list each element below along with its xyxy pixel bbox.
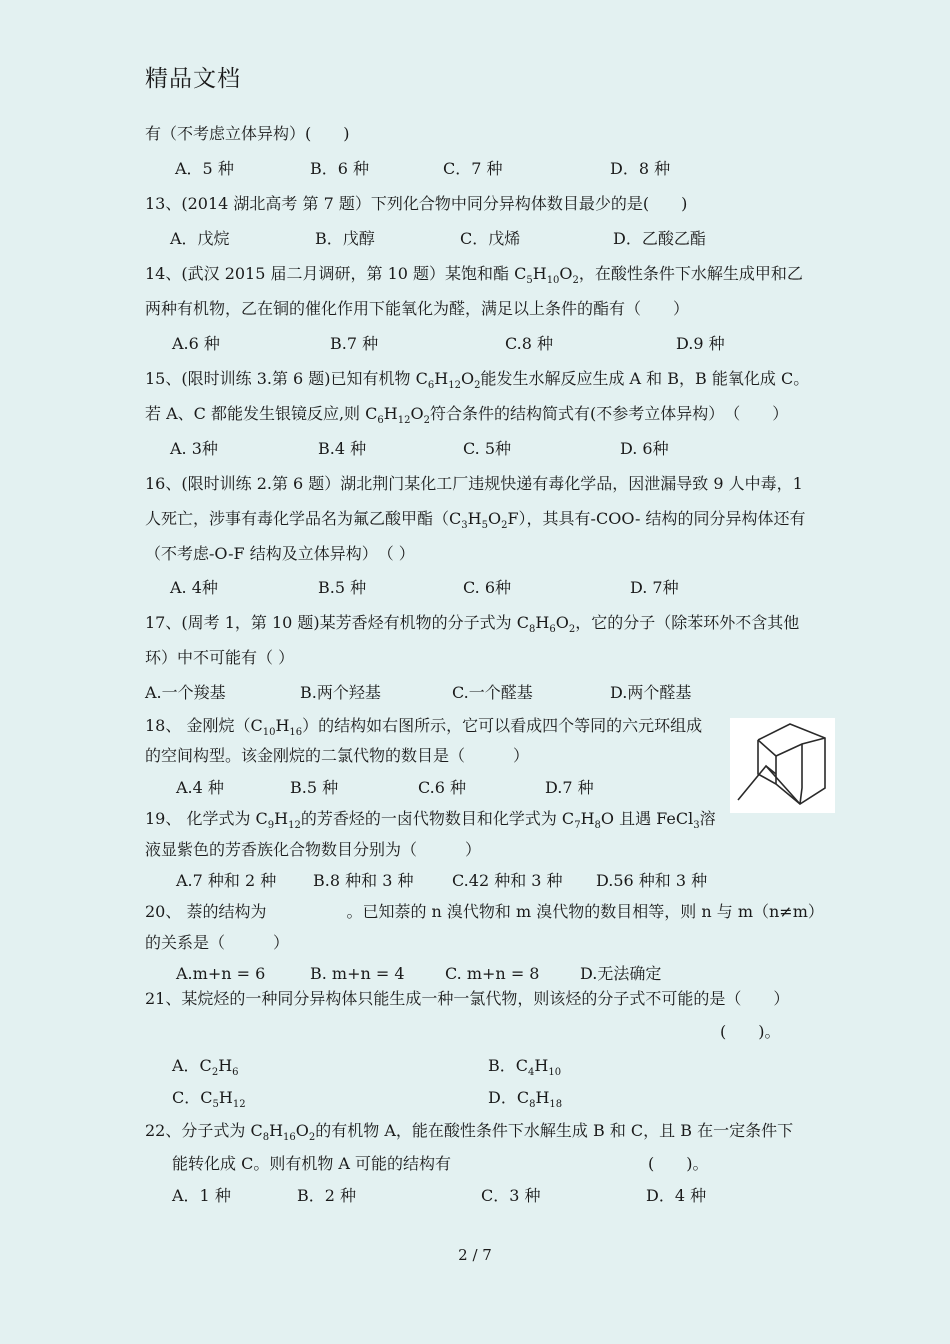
q20-stem-line2: 的关系是（ ） xyxy=(145,933,290,952)
q16-option-b: B.5 种 xyxy=(318,578,367,597)
q18-stem-line1: 18、 金刚烷$(C_{10}H_{16})$的结构如右图所示，它可以看成四个等同的六元环组成 xyxy=(145,716,703,738)
q22-option-c: C．3 种 xyxy=(481,1186,541,1205)
q22-option-a: A．1 种 xyxy=(172,1186,231,1205)
q19-option-a: A.7 种和 2 种 xyxy=(176,871,277,890)
q22-stem-line2: 能转化成 C。则有机物 A 可能的结构有 xyxy=(172,1154,452,1173)
q18-option-a: A.4 种 xyxy=(176,778,224,797)
q15-option-c: C. 5种 xyxy=(463,439,512,458)
q21-option-a: A．$C_2H_6$ xyxy=(172,1056,239,1078)
q15-option-d: D. 6种 xyxy=(620,439,669,458)
q16-option-c: C. 6种 xyxy=(463,578,512,597)
q17-stem-line2: 环）中不可能有（ ） xyxy=(145,648,295,667)
q15-stem-line2: 若 A、C 都能发生银镜反应,则 $C_6H_{12}O_2$符合条件的结构简式有(不参考立体异构） （ ） xyxy=(145,404,789,426)
q17-option-d: D.两个醛基 xyxy=(610,683,692,702)
q16-option-a: A. 4种 xyxy=(170,578,218,597)
page-number: 2 / 7 xyxy=(458,1246,492,1264)
q21-answer-blank: ( )。 xyxy=(720,1022,781,1041)
q20-option-a: A.m+n = 6 xyxy=(176,964,266,983)
q12-option-d: D．8 种 xyxy=(610,159,671,178)
q15-option-a: A. 3种 xyxy=(170,439,218,458)
q12-option-a: A．5 种 xyxy=(175,159,234,178)
q22-option-d: D．4 种 xyxy=(646,1186,707,1205)
q19-option-c: C.42 种和 3 种 xyxy=(452,871,563,890)
adamantane-structure-figure xyxy=(730,718,835,813)
q14-option-c: C.8 种 xyxy=(505,334,554,353)
q14-stem-line2: 两种有机物，乙在铜的催化作用下能氧化为醛，满足以上条件的酯有（ ） xyxy=(145,299,690,318)
q14-option-a: A.6 种 xyxy=(172,334,220,353)
q18-stem-line2: 的空间构型。该金刚烷的二氯代物的数目是（ ） xyxy=(145,746,530,765)
q16-stem-line3: （不考虑-O-F 结构及立体异构） （ ） xyxy=(145,544,415,563)
q17-option-b: B.两个羟基 xyxy=(300,683,381,702)
q16-stem-line2: 人死亡，涉事有毒化学品名为氟乙酸甲酯$(C_3H_5O_2F)$，其具有-COO- 结构的同分异构体还有 xyxy=(145,509,806,531)
q22-stem-line1: 22、分子式为 $C_8H_{16}O_2$的有机物 A，能在酸性条件下水解生成 B 和 C，且 B 在一定条件下 xyxy=(145,1121,794,1143)
q15-option-b: B.4 种 xyxy=(318,439,367,458)
q13-option-c: C．戊烯 xyxy=(460,229,521,248)
q12-stem-cont: 有（不考虑立体异构）( ) xyxy=(145,124,350,143)
q12-option-c: C．7 种 xyxy=(443,159,503,178)
q18-option-d: D.7 种 xyxy=(545,778,594,797)
q16-option-d: D. 7种 xyxy=(630,578,679,597)
q21-option-b: B．$C_4H_{10}$ xyxy=(488,1056,562,1078)
q21-stem-line1: 21、某烷烃的一种同分异构体只能生成一种一氯代物，则该烃的分子式不可能的是（ ） xyxy=(145,989,790,1008)
q21-option-c: C．$C_5H_{12}$ xyxy=(172,1088,246,1110)
q13-stem: 13、(2014 湖北高考 第 7 题）下列化合物中同分异构体数目最少的是( ) xyxy=(145,194,688,213)
q20-stem-line1: 20、 萘的结构为 。已知萘的 n 溴代物和 m 溴代物的数目相等，则 n 与 m（n≠m） xyxy=(145,902,824,921)
q17-option-c: C.一个醛基 xyxy=(452,683,533,702)
q16-stem-line1: 16、(限时训练 2.第 6 题）湖北荆门某化工厂违规快递有毒化学品，因泄漏导致 9 人中毒，1 xyxy=(145,474,803,493)
q19-option-b: B.8 种和 3 种 xyxy=(313,871,414,890)
q17-option-a: A.一个羧基 xyxy=(145,683,226,702)
q19-option-d: D.56 种和 3 种 xyxy=(596,871,708,890)
q22-option-b: B．2 种 xyxy=(297,1186,357,1205)
q17-stem-line1: 17、(周考 1，第 10 题)某芳香烃有机物的分子式为 $C_8H_6O_2$，它的分子（除苯环外不含其他 xyxy=(145,613,800,635)
q20-option-b: B. m+n = 4 xyxy=(310,964,405,983)
document-header: 精品文档 xyxy=(145,66,241,92)
q13-option-b: B．戊醇 xyxy=(315,229,375,248)
q19-stem-line2: 液显紫色的芳香族化合物数目分别为（ ） xyxy=(145,840,482,859)
q22-answer-blank: ( )。 xyxy=(648,1154,709,1173)
q20-option-d: D.无法确定 xyxy=(580,964,662,983)
q13-option-d: D．乙酸乙酯 xyxy=(613,229,706,248)
q19-stem-line1: 19、 化学式为 $C_9H_{12}$的芳香烃的一卤代物数目和化学式为 $C_7H_8O$ 且遇 FeCl$_3$溶 xyxy=(145,809,716,831)
q13-option-a: A．戊烷 xyxy=(170,229,230,248)
q15-stem-line1: 15、(限时训练 3.第 6 题)已知有机物 $C_6H_{12}O_2$能发生水解反应生成 A 和 B，B 能氧化成 C。 xyxy=(145,369,810,391)
q21-option-d: D．$C_8H_{18}$ xyxy=(488,1088,563,1110)
q18-option-b: B.5 种 xyxy=(290,778,339,797)
q12-option-b: B．6 种 xyxy=(310,159,370,178)
q14-option-b: B.7 种 xyxy=(330,334,379,353)
q18-option-c: C.6 种 xyxy=(418,778,467,797)
q20-option-c: C. m+n = 8 xyxy=(445,964,540,983)
q14-stem-line1: 14、(武汉 2015 届二月调研，第 10 题）某饱和酯 $C_5H_{10}O_2$，在酸性条件下水解生成甲和乙 xyxy=(145,264,803,286)
q14-option-d: D.9 种 xyxy=(676,334,725,353)
